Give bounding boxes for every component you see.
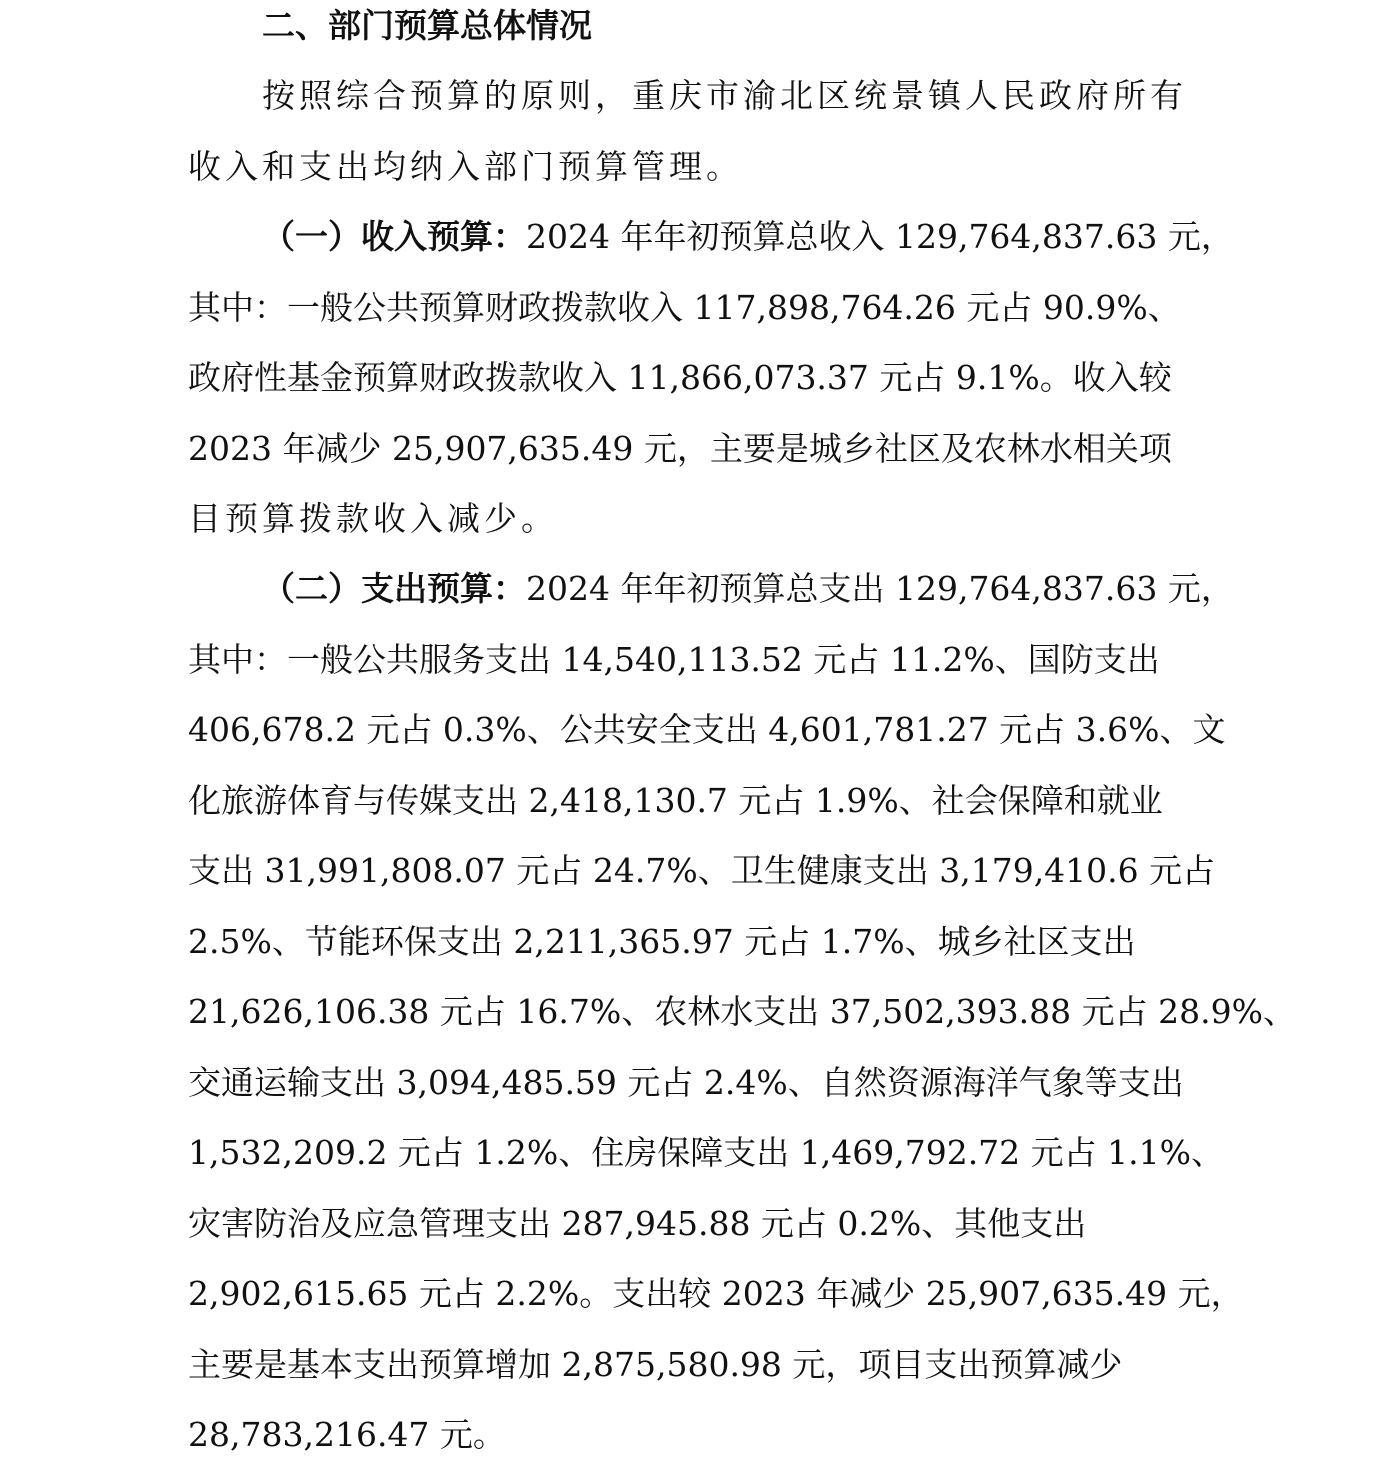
income-total: 2024 年年初预算总收入 129,764,837.63 元， xyxy=(526,217,1234,256)
intro-line-2: 收入和支出均纳入部门预算管理。 xyxy=(188,147,743,186)
income-line-5: 目预算拨款收入减少。 xyxy=(188,499,558,538)
expenditure-line-8: 交通运输支出 3,094,485.59 元占 2.4%、自然资源海洋气象等支出 xyxy=(188,1063,1184,1102)
income-subheading: （一）收入预算： xyxy=(262,217,526,256)
section-heading: 二、部门预算总体情况 xyxy=(262,6,592,45)
expenditure-line-1 xyxy=(262,567,1234,611)
expenditure-total: 2024 年年初预算总支出 129,764,837.63 元， xyxy=(526,569,1234,608)
income-line-4: 2023 年减少 25,907,635.49 元，主要是城乡社区及农林水相关项 xyxy=(188,429,1172,468)
expenditure-line-13: 28,783,216.47 元。 xyxy=(188,1415,506,1454)
income-line-2: 其中：一般公共预算财政拨款收入 117,898,764.26 元占 90.9%、 xyxy=(188,288,1181,327)
expenditure-line-6: 2.5%、节能环保支出 2,211,365.97 元占 1.7%、城乡社区支出 xyxy=(188,922,1136,961)
expenditure-line-5: 支出 31,991,808.07 元占 24.7%、卫生健康支出 3,179,410.6 元占 xyxy=(188,851,1216,890)
expenditure-line-12: 主要是基本支出预算增加 2,875,580.98 元，项目支出预算减少 xyxy=(188,1345,1123,1384)
expenditure-line-9: 1,532,209.2 元占 1.2%、住房保障支出 1,469,792.72 元占 1.1%、 xyxy=(188,1133,1224,1172)
income-line-3: 政府性基金预算财政拨款收入 11,866,073.37 元占 9.1%。收入较 xyxy=(188,358,1172,397)
expenditure-subheading: （二）支出预算： xyxy=(262,569,526,608)
expenditure-line-3: 406,678.2 元占 0.3%、公共安全支出 4,601,781.27 元占 3.6%、文 xyxy=(188,710,1226,749)
expenditure-line-11: 2,902,615.65 元占 2.2%。支出较 2023 年减少 25,907,635.49 元， xyxy=(188,1274,1244,1313)
income-line-1 xyxy=(262,215,1234,259)
expenditure-line-10: 灾害防治及应急管理支出 287,945.88 元占 0.2%、其他支出 xyxy=(188,1204,1087,1243)
intro-line-1: 按照综合预算的原则，重庆市渝北区统景镇人民政府所有 xyxy=(262,76,1187,115)
expenditure-line-2: 其中：一般公共服务支出 14,540,113.52 元占 11.2%、国防支出 xyxy=(188,640,1160,679)
expenditure-line-4: 化旅游体育与传媒支出 2,418,130.7 元占 1.9%、社会保障和就业 xyxy=(188,781,1163,820)
expenditure-line-7: 21,626,106.38 元占 16.7%、农林水支出 37,502,393.88 元占 28.9%、 xyxy=(188,992,1296,1031)
